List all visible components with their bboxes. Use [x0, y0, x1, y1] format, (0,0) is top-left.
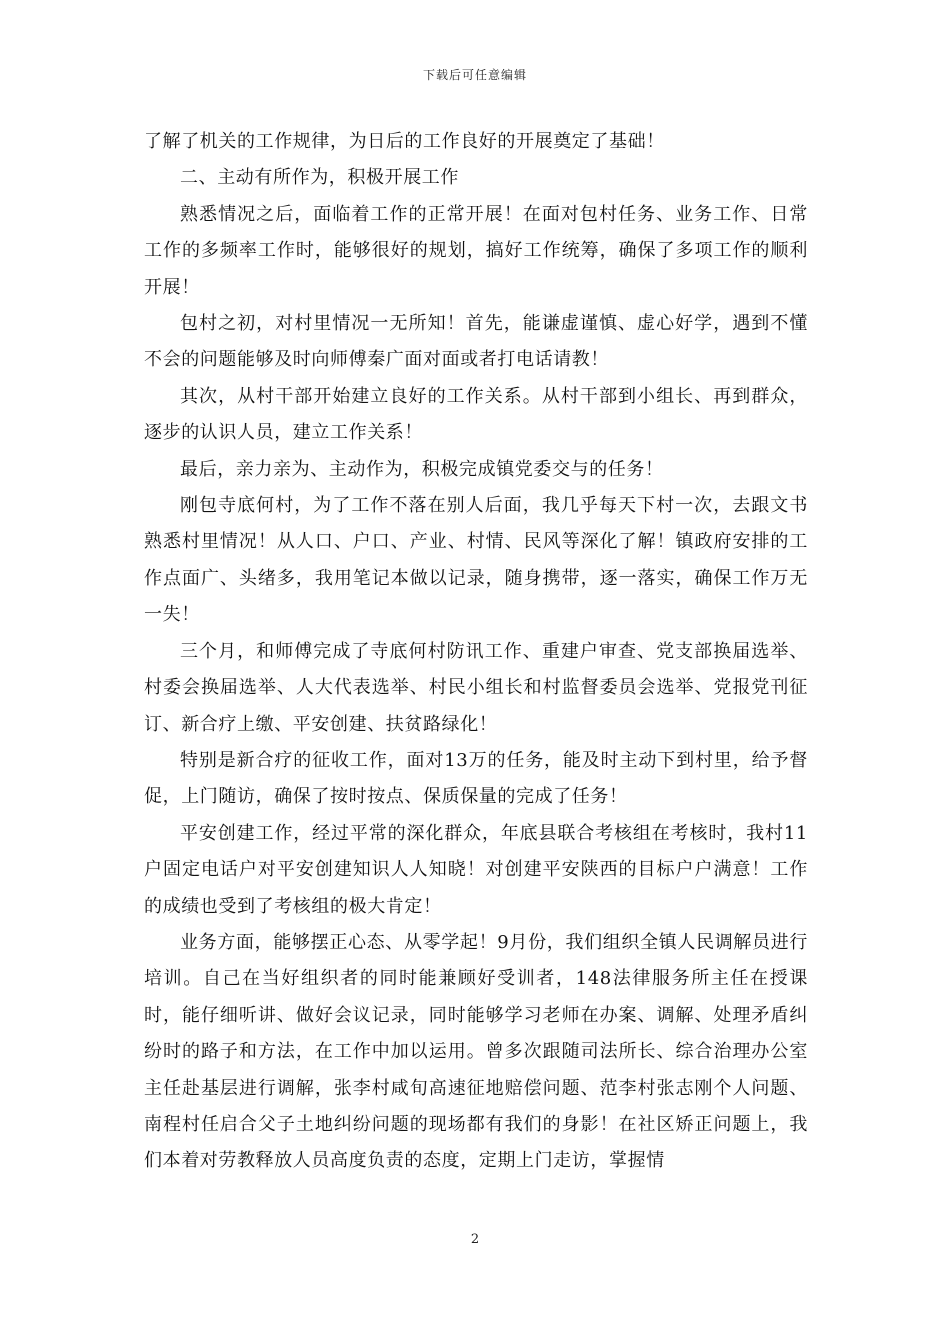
- paragraph: 业务方面，能够摆正心态、从零学起！9月份，我们组织全镇人民调解员进行培训。自己在当好组织者的同时能兼顾好受训者，148法律服务所主任在授课时，能仔细听讲、做好会议记录，同时能够学习老师在办案、调解、处理矛盾纠纷时的路子和方法，在工作中加以运用。曾多次跟随司法所长、综合治理办公室主任赴基层进行调解，张李村咸旬高速征地赔偿问题、范李村张志刚个人问题、南程村任启合父子土地纠纷问题的现场都有我们的身影！在社区矫正问题上，我们本着对劳教释放人员高度负责的态度，定期上门走访，掌握情: [144, 931, 808, 1172]
- paragraph: 其次，从村干部开始建立良好的工作关系。从村干部到小组长、再到群众，逐步的认识人员，建立工作关系！: [144, 385, 808, 444]
- section-heading: 二、主动有所作为，积极开展工作: [180, 167, 459, 189]
- paragraph: 平安创建工作，经过平常的深化群众，年底县联合考核组在考核时，我村11户固定电话户对平安创建知识人人知晓！对创建平安陕西的目标户户满意！工作的成绩也受到了考核组的极大肯定！: [144, 822, 808, 917]
- page-header: 下载后可任意编辑: [422, 68, 527, 82]
- paragraph: 最后，亲力亲为、主动作为，积极完成镇党委交与的任务！: [180, 458, 664, 480]
- document-body: [144, 124, 808, 1180]
- paragraph: 三个月，和师傅完成了寺底何村防讯工作、重建户审查、党支部换届选举、村委会换届选举、人大代表选举、村民小组长和村监督委员会选举、党报党刊征订、新合疗上缴、平安创建、扶贫路绿化！: [144, 640, 808, 735]
- paragraph: 刚包寺底何村，为了工作不落在别人后面，我几乎每天下村一次，去跟文书熟悉村里情况！从人口、户口、产业、村情、民风等深化了解！镇政府安排的工作点面广、头绪多，我用笔记本做以记录，随身携带，逐一落实，确保工作万无一失！: [144, 495, 808, 626]
- paragraph: 了解了机关的工作规律，为日后的工作良好的开展奠定了基础！: [144, 131, 665, 152]
- paragraph: 特别是新合疗的征收工作，面对13万的任务，能及时主动下到村里，给予督促，上门随访，确保了按时按点、保质保量的完成了任务！: [144, 749, 808, 808]
- paragraph: 熟悉情况之后，面临着工作的正常开展！在面对包村任务、业务工作、日常工作的多频率工作时，能够很好的规划，搞好工作统筹，确保了多项工作的顺利开展！: [144, 203, 808, 298]
- paragraph: 包村之初，对村里情况一无所知！首先，能谦虚谨慎、虚心好学，遇到不懂不会的问题能够及时向师傅秦广面对面或者打电话请教！: [144, 313, 808, 371]
- page-number: 2: [470, 1232, 480, 1247]
